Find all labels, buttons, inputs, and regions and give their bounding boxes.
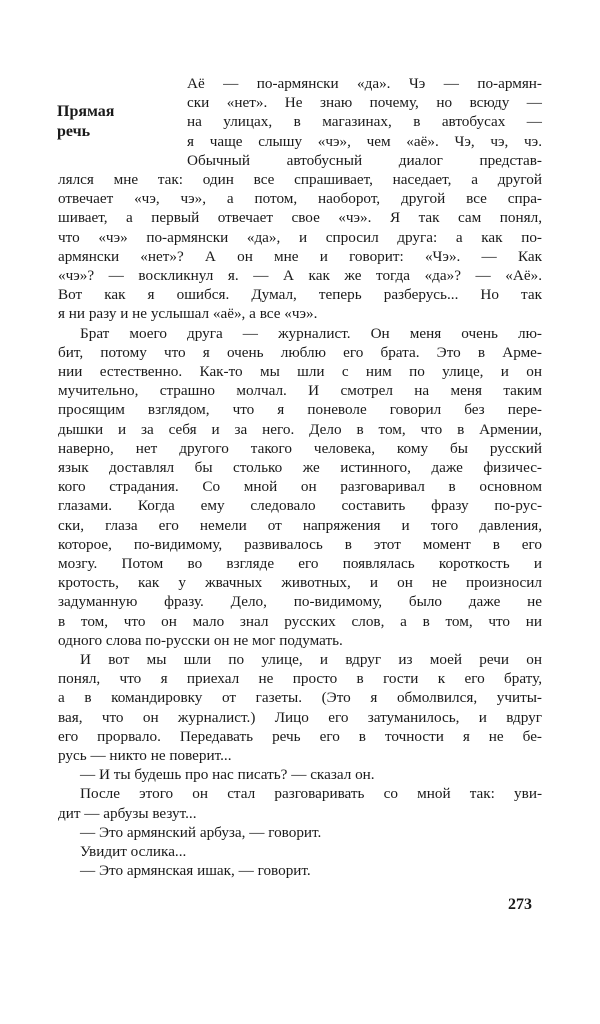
- text-line: дышки и за себя и за него. Дело в том, что в Армении,: [58, 420, 542, 438]
- text-line: кротость, как у жвачных животных, и он не произносил: [58, 574, 542, 592]
- text-line: язык доставлял бы столько же истинного, даже физичес-: [58, 459, 542, 476]
- text-line: его прорвало. Передавать речь его в точности я не бе-: [58, 727, 542, 745]
- text-line: ски «нет». Не знаю почему, но всюду —: [187, 94, 542, 112]
- text-line: армянски «нет»? А он мне и говорит: «Чэ». — Как: [58, 247, 542, 265]
- text-line: После этого он стал разговаривать со мной так: уви-: [80, 785, 542, 803]
- text-line: на улицах, в магазинах, в автобусах —: [187, 113, 542, 131]
- text-line: одного слова по-русски он не мог подумать.: [58, 631, 343, 649]
- margin-heading: [57, 102, 167, 142]
- text-line: дит — арбузы везут...: [58, 804, 197, 822]
- text-line: — Это армянская ишак, — говорит.: [80, 862, 311, 880]
- text-line: Обычный автобусный диалог представ-: [187, 151, 542, 169]
- text-line: бит, потому что я очень люблю его брата. Это в Арме-: [58, 343, 542, 361]
- text-line: в том, что он мало знал русских слов, а в том, что ни: [58, 612, 542, 630]
- text-line: отвечает «чэ, чэ», а потом, наоборот, другой все спра-: [58, 190, 542, 208]
- text-line: которое, по-видимому, развивалось в этот момент в его: [58, 535, 542, 553]
- text-line: Увидит ослика...: [80, 843, 187, 860]
- margin-heading-line-2: речь: [57, 123, 91, 140]
- text-line: шивает, а первый отвечает свое «чэ». Я так сам понял,: [58, 209, 542, 227]
- text-line: мучительно, страшно молчал. И смотрел на меня таким: [58, 382, 542, 400]
- text-line: понял, что я приехал не просто в гости к его брату,: [58, 670, 542, 688]
- text-line: — Это армянский арбуза, — говорит.: [80, 823, 322, 841]
- text-line: Аё — по-армянски «да». Чэ — по-армян-: [187, 75, 542, 92]
- text-line: просящим взглядом, что я поневоле говорил без пере-: [58, 401, 542, 419]
- text-line: вая, что он журналист.) Лицо его затуманилось, и вдруг: [58, 708, 542, 726]
- text-line: глазами. Когда ему следовало составить фразу по-рус-: [58, 497, 542, 515]
- text-line: Брат моего друга — журналист. Он меня очень лю-: [80, 324, 542, 342]
- page-number: 273: [508, 896, 532, 913]
- text-line: я ни разу и не услышал «аё», а все «чэ».: [58, 305, 318, 323]
- text-line: — И ты будешь про нас писать? — сказал он.: [80, 766, 375, 784]
- text-line: кого страдания. Со мной он разговаривал в основном: [58, 478, 542, 496]
- text-line: задуманную фразу. Дело, по-видимому, было даже не: [58, 593, 542, 611]
- text-line: нии естественно. Как-то мы шли с ним по улице, и он: [58, 363, 542, 380]
- text-line: а в командировку от газеты. (Это я обмолвился, учиты-: [58, 689, 542, 707]
- text-line: ски, глаза его немели от напряжения и того давления,: [58, 516, 542, 534]
- text-line: я чаще слышу «чэ», чем «аё». Чэ, чэ, чэ.: [187, 132, 542, 150]
- text-line: русь — никто не поверит...: [58, 747, 232, 764]
- text-line: И вот мы шли по улице, и вдруг из моей речи он: [80, 651, 542, 668]
- text-line: «чэ»? — воскликнул я. — А как же тогда «да»? — «Аё».: [58, 267, 542, 284]
- margin-heading-line-1: Прямая: [57, 103, 115, 120]
- text-line: наверно, нет другого такого человека, кому бы русский: [58, 439, 542, 457]
- text-line: лялся мне так: один все спрашивает, наседает, а другой: [58, 171, 542, 188]
- text-line: мозгу. Потом во взгляде его появлялась короткость и: [58, 555, 542, 572]
- text-line: Вот как я ошибся. Думал, теперь разберусь... Но так: [58, 286, 542, 304]
- text-line: что «чэ» по-армянски «да», и спросил друга: а как по-: [58, 228, 542, 246]
